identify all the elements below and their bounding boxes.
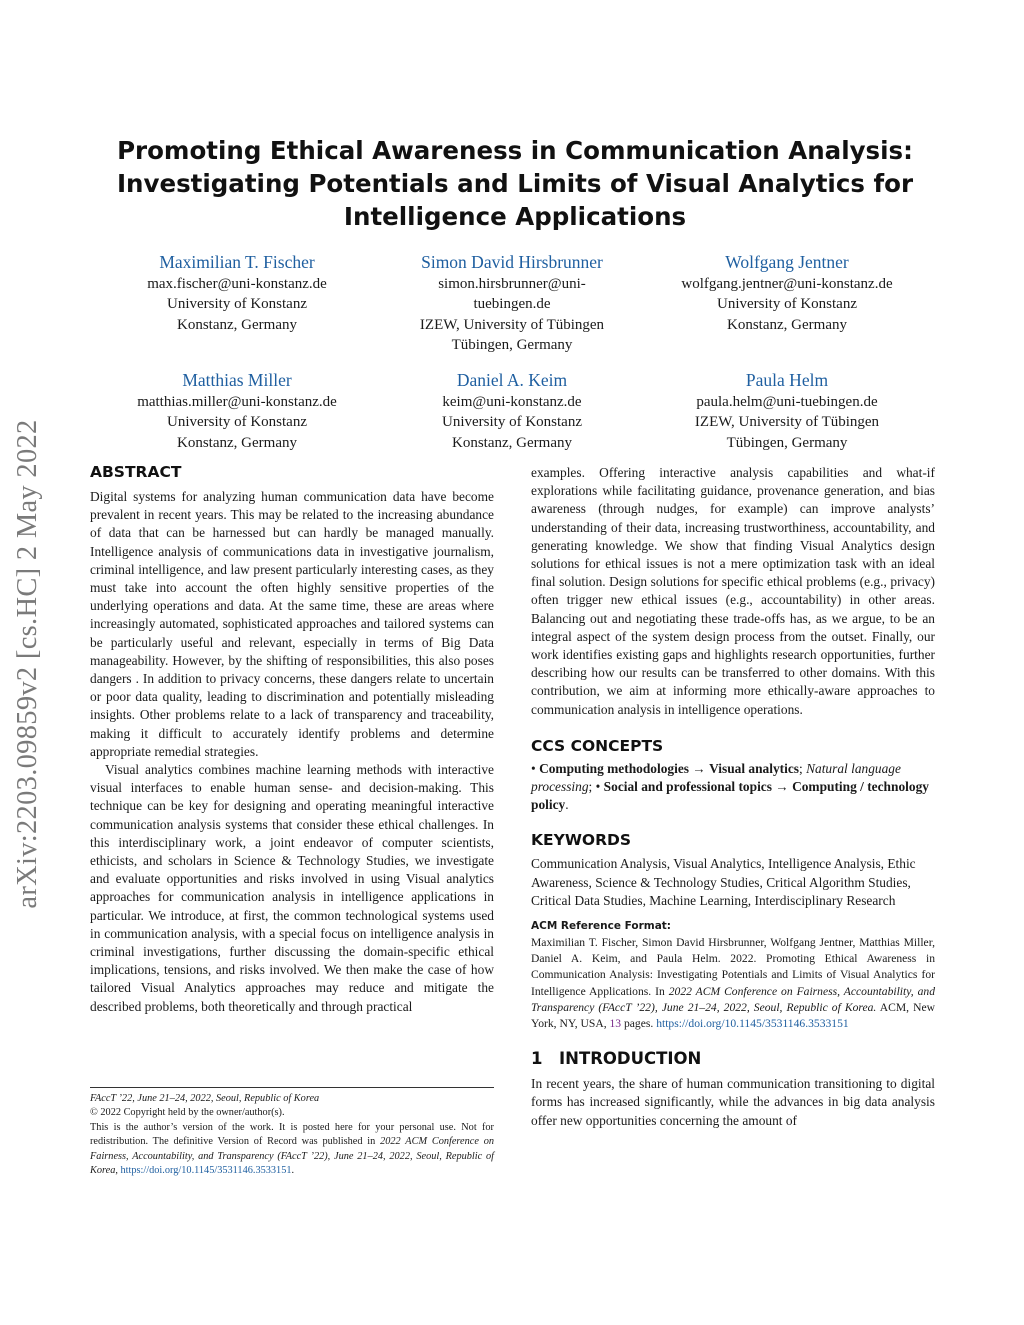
- acm-reference-page-count[interactable]: 13: [609, 1017, 622, 1031]
- footnote: [90, 1092, 494, 1178]
- left-column: [90, 462, 494, 1016]
- author-name[interactable]: Paula Helm: [745, 370, 829, 390]
- author-email: matthias.miller@uni-konstanz.de: [137, 394, 337, 410]
- footnote-copyright: © 2022 Copyright held by the owner/author(s).: [90, 1107, 285, 1119]
- author-email: keim@uni-konstanz.de: [442, 394, 582, 410]
- ccs-concept: Social and professional topics: [603, 779, 772, 795]
- footnote-doi-link[interactable]: https://doi.org/10.1145/3531146.3533151: [120, 1165, 292, 1177]
- ccs-bullet: •: [595, 779, 601, 795]
- author-email: simon.hirsbrunner@uni-: [438, 276, 586, 292]
- author-location: Konstanz, Germany: [452, 434, 572, 451]
- author-affiliation: IZEW, University of Tübingen: [694, 414, 880, 431]
- author-location: Konstanz, Germany: [727, 316, 847, 333]
- abstract-continuation: examples. Offering interactive analysis capabilities and what-if explorations while facilitating guidance, provenance generation, and bias awareness (through nudges, for example) can improve analysts’ understanding of their data, increasing trustworthiness, accountability, and generating knowledge. We show that finding Visual Analytics design solutions for ethical issues is not a mere optimization task with an ideal final solution. Design solutions for specific ethical problems (e.g., privacy) often trigger new ethical issues (e.g., accountability) in other areas. Balancing out and negotiating these trade-offs has, as we argue, to be an integral aspect of the system design process from the outset. Finally, our work identifies existing gaps and highlights research opportunities, further describing how our results can be transferred to other domains. With this contribution, we aim at informing more ethically-aware approaches to communication analysis in intelligence operations.: [531, 465, 935, 717]
- footnote-text: .: [291, 1165, 295, 1177]
- author-name[interactable]: Simon David Hirsbrunner: [421, 252, 603, 272]
- abstract-paragraph: Digital systems for analyzing human communication data have become prevalent in recent years. This may be related to the increasing abundance of data that can be harnessed but can hardly be managed manually. Intelligence analysis of communications data in investigative journalism, criminal intelligence, and law present particularly interesting cases, as they must take into account the often highly sensitive properties of the underlying operations and data. At the same time, these are areas where increasingly automated, sophisticated approaches and tailored systems can be particularly useful and relevant, especially in terms of Big Data manageability. However, by the shifting of responsibilities, this also poses dangers . In addition to privacy concerns, these dangers relate to uncertain or poor data quality, leading to discrimination and potentially misleading insights. Other problems relate to a lack of transparency and traceability, making it difficult to accurately identify problems and determine appropriate remedial strategies.: [90, 489, 494, 759]
- author-email: paula.helm@uni-tuebingen.de: [696, 394, 878, 410]
- ccs-concept: Computing / technology policy: [531, 779, 929, 813]
- author-name[interactable]: Maximilian T. Fischer: [159, 252, 315, 272]
- author-location: Konstanz, Germany: [177, 434, 297, 451]
- author-name[interactable]: Matthias Miller: [182, 370, 292, 390]
- author-affiliation: University of Konstanz: [167, 414, 307, 431]
- author-location: Tübingen, Germany: [726, 434, 848, 451]
- ccs-arrow: →: [692, 760, 706, 776]
- author-affiliation: University of Konstanz: [717, 296, 857, 313]
- ccs-heading: CCS CONCEPTS: [531, 736, 664, 755]
- ccs-bullet: •: [531, 760, 536, 776]
- footnote-venue: FAccT ’22, June 21–24, 2022, Seoul, Republic of Korea: [90, 1093, 320, 1104]
- ccs-concept: Natural language processing: [531, 760, 901, 795]
- author-block: [97, 251, 377, 335]
- abstract-paragraph: Visual analytics combines machine learning methods with interactive visual interfaces to enable human sense- and decision-making. This technique can be key for designing and operating meaningful interactive communication analysis systems that consider these ethical challenges. In this interdisciplinary work, a joint endeavor of computer scientists, ethicists, and scholars in Science & Technology Studies, we investigate and evaluate opportunities and risks involved in using Visual analytics approaches for communication analysis in intelligence applications in particular. We introduce, at first, the common technological systems used in communication analysis, with a special focus on intelligence analysis in criminal investigations, further discussing the domain-specific ethical implications, tensions, and risks involved. We then make the case of how tailored Visual Analytics approaches may reduce and mitigate the described problems, both theoretically and through practical: [90, 762, 494, 1014]
- footnote-rule: [90, 1087, 494, 1088]
- acm-reference-text: [531, 935, 935, 1032]
- author-name[interactable]: Daniel A. Keim: [456, 370, 568, 390]
- author-email: wolfgang.jentner@uni-konstanz.de: [681, 276, 893, 292]
- footnote-notice: [90, 1121, 494, 1179]
- keywords-heading: KEYWORDS: [531, 831, 632, 850]
- footnote-text: This is the author’s version of the work. It is posted here for your personal use. Not for redistribution. The definitive Version of Record was published in: [90, 1121, 494, 1148]
- introduction-paragraph: In recent years, the share of human communication transitioning to digital forms has increased significantly, while the advances in big data analysis offer new opportunities concerning the amount of: [531, 1076, 935, 1128]
- acm-reference-venue: 2022 ACM Conference on Fairness, Accountability, and Transparency (FAccT ’22), June 21–24, 2022, Seoul, Republic of Korea.: [531, 984, 935, 1014]
- title-line: Promoting Ethical Awareness in Communication Analysis:: [117, 136, 913, 165]
- acm-reference-publisher: ACM, New York, NY, USA,: [531, 1000, 935, 1031]
- author-email: max.fischer@uni-konstanz.de: [147, 276, 327, 292]
- author-block: [97, 369, 377, 453]
- acm-reference-authors: Maximilian T. Fischer, Simon David Hirsbrunner, Wolfgang Jentner, Matthias Miller, Daniel A. Keim, and Paula Helm. 2022. Promoting Ethical Awareness in Communication Analysis: Investigating Potentials and Limits of Visual Analytics for Intelligence Applications. In: [531, 936, 935, 998]
- arxiv-stamp: arXiv:2203.09859v2 [cs.HC] 2 May 2022: [12, 419, 43, 909]
- acm-reference-pages-label: pages.: [621, 1017, 657, 1031]
- section-number: 1: [531, 1049, 543, 1069]
- ccs-arrow: →: [775, 779, 789, 795]
- author-affiliation: University of Konstanz: [442, 414, 582, 431]
- abstract-heading: ABSTRACT: [90, 463, 182, 481]
- acm-reference-heading: ACM Reference Format:: [531, 920, 671, 933]
- title-line: Investigating Potentials and Limits of Visual Analytics for: [116, 169, 914, 198]
- author-affiliation: IZEW, University of Tübingen: [419, 316, 605, 333]
- right-column: [531, 464, 935, 1130]
- ccs-concept: Computing methodologies: [539, 760, 689, 776]
- title-line: Intelligence Applications: [343, 202, 687, 231]
- author-block: [372, 251, 652, 355]
- section-title: INTRODUCTION: [559, 1049, 702, 1069]
- author-affiliation: University of Konstanz: [167, 296, 307, 313]
- author-location: Tübingen, Germany: [451, 336, 573, 353]
- author-email-cont: tuebingen.de: [473, 296, 551, 313]
- acm-reference-doi-link[interactable]: https://doi.org/10.1145/3531146.3533151: [656, 1017, 849, 1031]
- author-block: [647, 369, 927, 453]
- author-name[interactable]: Wolfgang Jentner: [725, 252, 849, 272]
- ccs-concept: Visual analytics: [709, 760, 799, 776]
- footnote-text: ,: [115, 1165, 121, 1177]
- footnote-venue-italic: 2022 ACM Conference on Fairness, Accountability, and Transparency (FAccT ’22), June 21–24, 2022, Seoul, Republic of Korea: [90, 1136, 495, 1177]
- paper-title: [100, 134, 930, 233]
- author-block: [647, 251, 927, 335]
- keywords-text: Communication Analysis, Visual Analytics, Intelligence Analysis, Ethic Awareness, Science & Technology Studies, Critical Algorithm Studies, Critical Data Studies, Machine Learning, Interdisciplinary Research: [531, 856, 916, 908]
- author-block: [372, 369, 652, 453]
- ccs-concepts: • Computing methodologies → Visual analytics; Natural language processing; • Social and professional topics → Computing / technology policy.: [531, 760, 929, 813]
- author-location: Konstanz, Germany: [177, 316, 297, 333]
- introduction-heading: [531, 1049, 935, 1069]
